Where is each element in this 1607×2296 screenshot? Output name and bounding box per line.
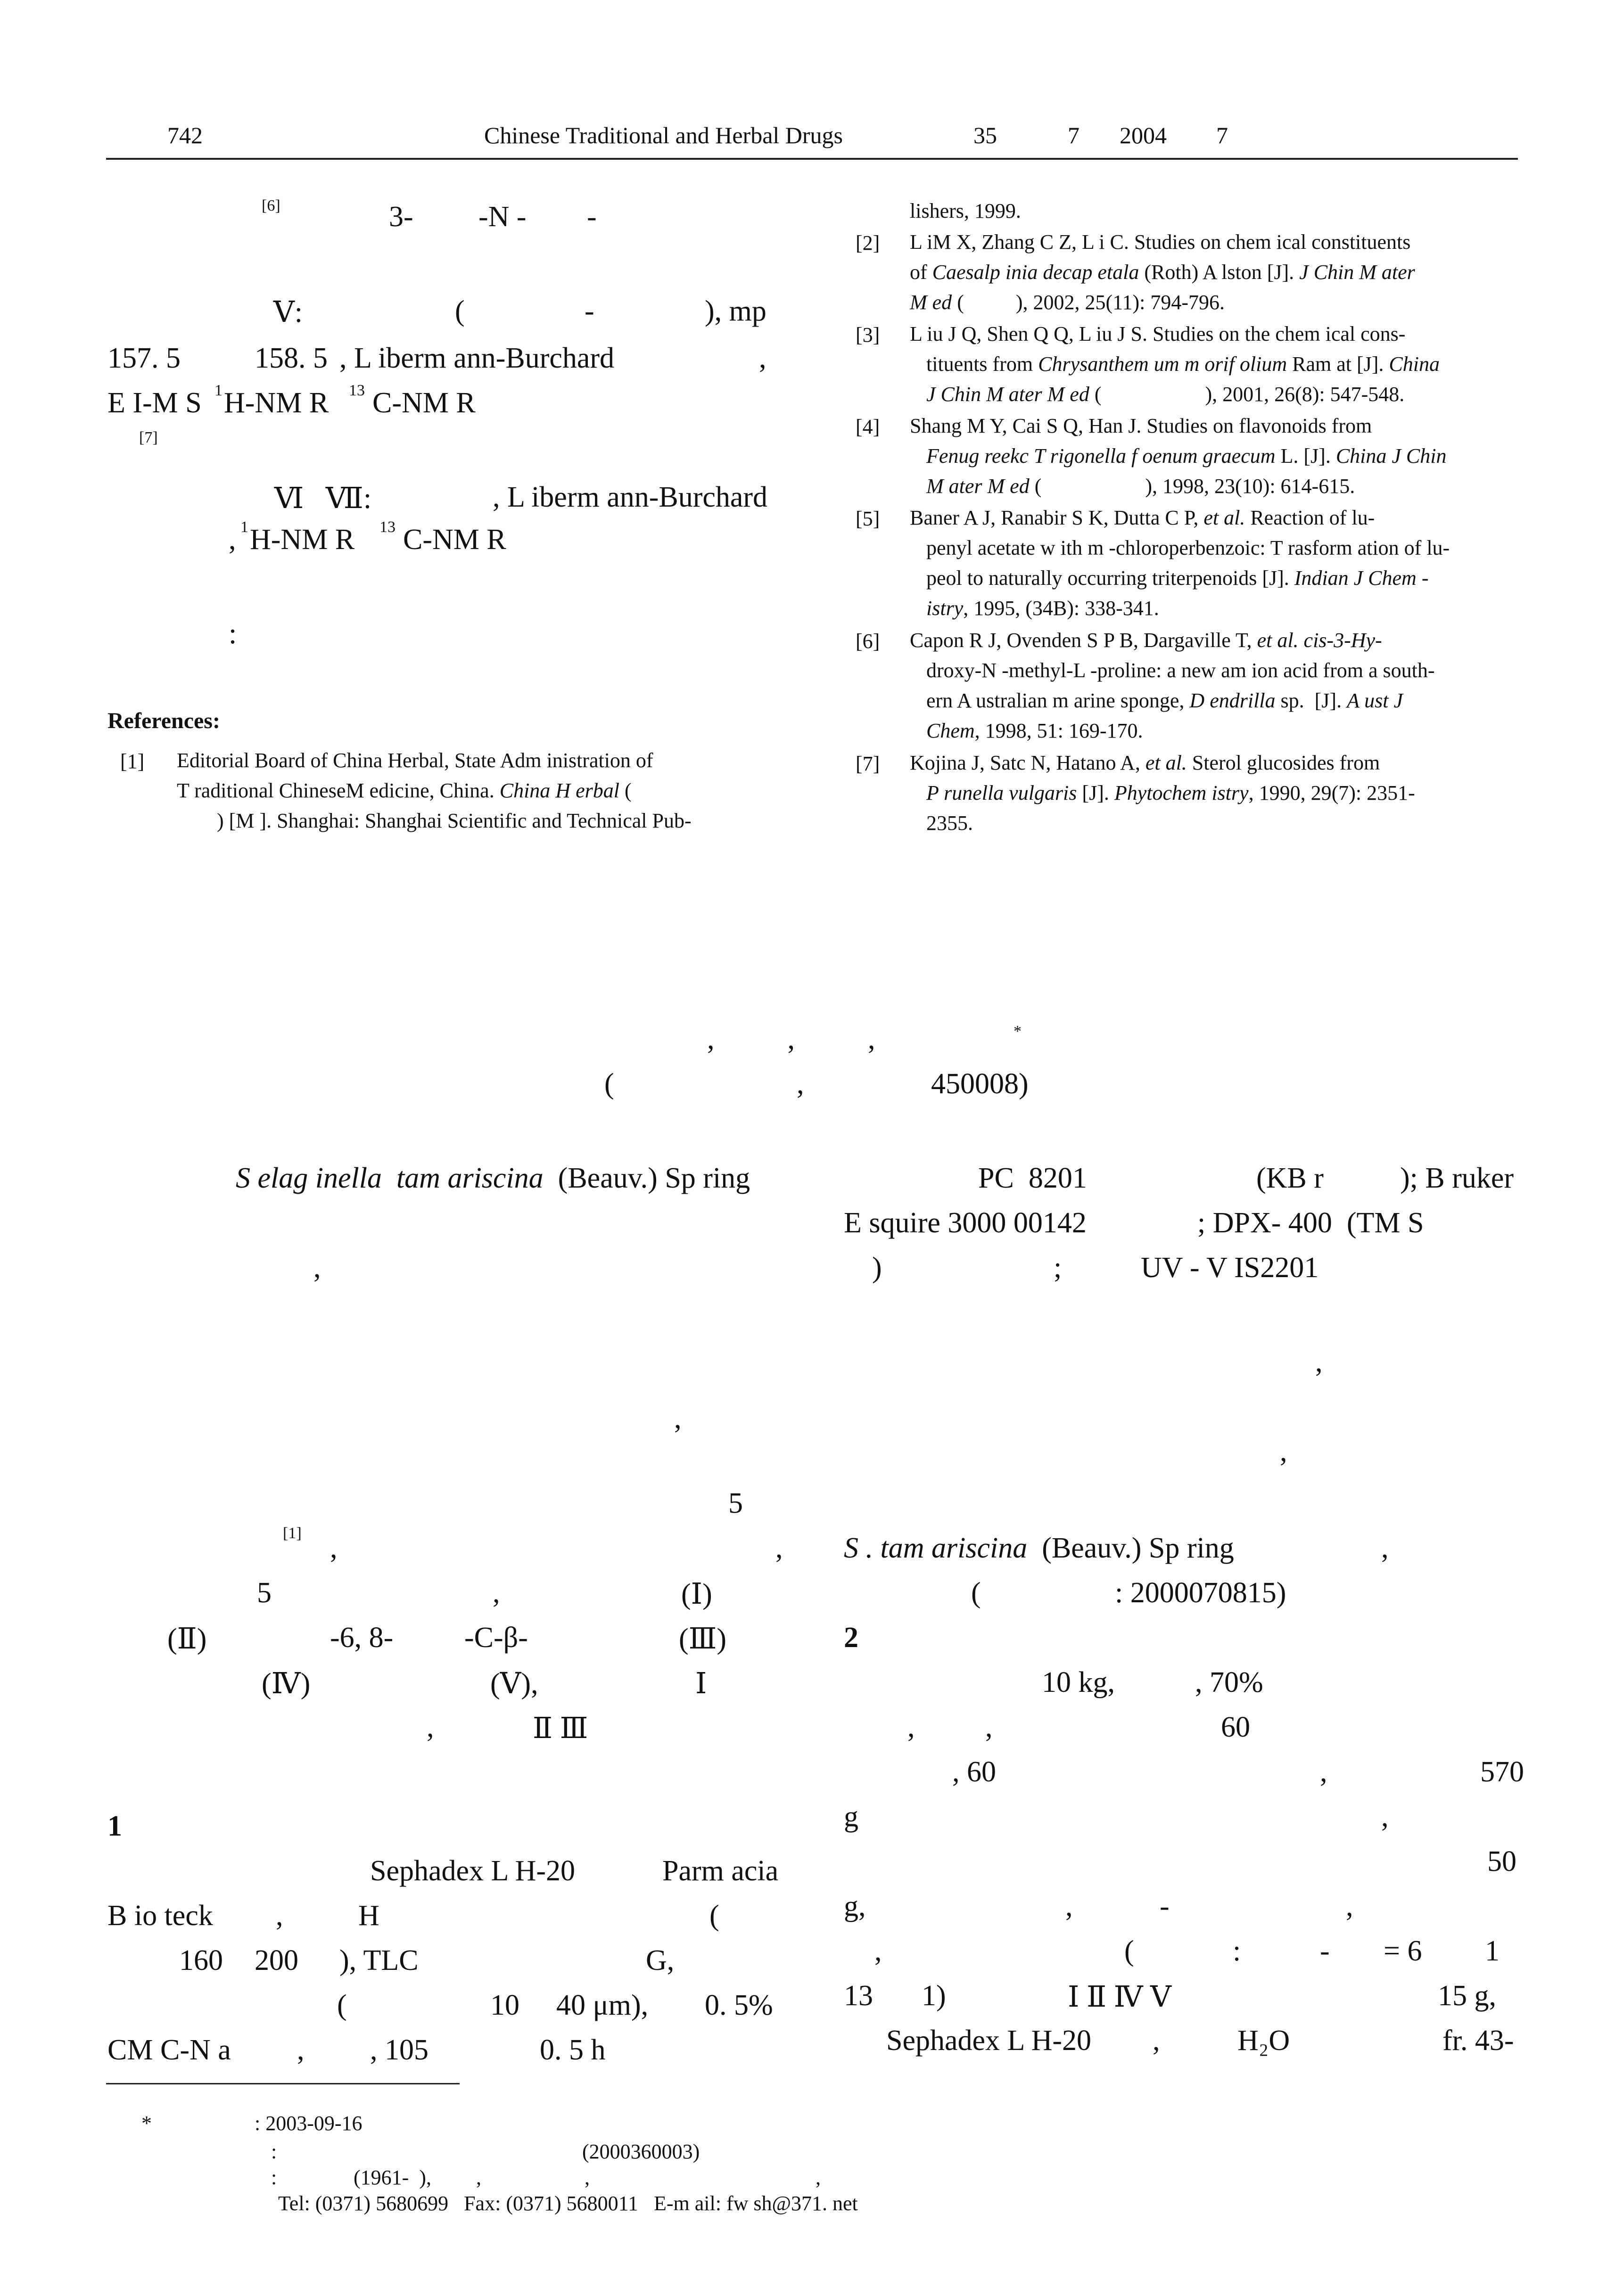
text-fragment: ( [709, 1900, 719, 1932]
author-list: , , , [707, 1023, 875, 1055]
ref-1-line: T raditional ChineseM edicine, China. China H erbal ( [177, 779, 632, 802]
footnote-text: , [476, 2166, 481, 2189]
text-fragment: ) [872, 1252, 882, 1284]
compound-label: Ⅵ Ⅶ: [274, 483, 372, 515]
footnote-text: , [585, 2166, 590, 2189]
text-fragment: 0. 5 h [540, 2034, 606, 2066]
text-fragment: C-NM R [403, 524, 506, 556]
text-fragment: : [1233, 1935, 1241, 1967]
text-fragment: , [775, 1532, 783, 1564]
text-fragment: , [759, 342, 766, 374]
text-fragment: E I-M S [107, 387, 202, 419]
text-fragment: E squire 3000 00142 [844, 1207, 1087, 1239]
text-fragment: , [1280, 1435, 1287, 1468]
ref-5-line: penyl acetate w ith m -chloroperbenzoic: T rasform ation of lu- [926, 536, 1450, 559]
text-fragment: -C-β- [464, 1622, 528, 1654]
ref-6-line: ern A ustralian m arine sponge, D endrilla sp. [J]. A ust J [926, 689, 1403, 712]
text-fragment: - [1160, 1890, 1170, 1922]
text-fragment: , [313, 1252, 321, 1284]
journal-year: 2004 [1120, 122, 1167, 148]
ref-number: [6] [856, 630, 880, 653]
text-fragment: 570 [1480, 1756, 1524, 1788]
text-fragment: H-NM R [224, 387, 329, 419]
ref-number: [4] [856, 415, 880, 438]
text-fragment: 1 [1485, 1935, 1500, 1967]
journal-volume: 35 [973, 122, 997, 148]
text-fragment: fr. 43- [1442, 2025, 1514, 2057]
ref-5-line: Baner A J, Ranabir S K, Dutta C P, et al. Reaction of lu- [910, 506, 1375, 529]
text-fragment: g [844, 1801, 858, 1833]
ref-2-line: of Caesalp inia decap etala (Roth) A lston [J]. J Chin M ater [910, 261, 1415, 284]
ref-7-line: 2355. [926, 812, 973, 835]
compound-label: (Ⅳ) [262, 1668, 311, 1700]
ref-3-line: tituents from Chrysanthem um m orif olium Ram at [J]. China [926, 353, 1440, 376]
text-fragment: Parm acia [662, 1855, 779, 1887]
text-fragment: 200 [255, 1944, 298, 1976]
text-fragment: ; [1054, 1252, 1062, 1284]
ref-7-line: Kojina J, Satc N, Hatano A, et al. Sterol glucosides from [910, 751, 1380, 774]
citation-mark: [1] [283, 1525, 302, 1542]
text-fragment: Sephadex L H-20 [886, 2025, 1092, 2057]
ref-4-line: M ater M ed ( ), 1998, 23(10): 614-615. [926, 475, 1355, 498]
section-heading: 1 [107, 1810, 122, 1842]
text-fragment: H [358, 1900, 379, 1932]
text-fragment: 157. 5 [107, 342, 181, 374]
text-fragment: , [493, 1577, 500, 1609]
footnote-mark: * [141, 2112, 152, 2135]
references-heading: References: [107, 708, 220, 733]
text-fragment: ( [971, 1577, 981, 1609]
footnote-rule [106, 2083, 460, 2084]
species-name: S elag inella tam ariscina (Beauv.) Sp ring [236, 1162, 750, 1194]
superscript: 13 [349, 382, 365, 399]
ref-6-line: Capon R J, Ovenden S P B, Dargaville T, et al. cis-3-Hy- [910, 629, 1382, 652]
ref-2-line: L iM X, Zhang C Z, L i C. Studies on chem ical constituents [910, 230, 1411, 254]
compound-label: Ⅱ Ⅲ [533, 1713, 588, 1745]
text-fragment: , [874, 1935, 882, 1967]
text-fragment: 0. 5% [705, 1989, 773, 2021]
text-fragment: , [1381, 1801, 1389, 1833]
text-fragment: (KB r [1256, 1162, 1324, 1194]
text-fragment: 1) [922, 1980, 946, 2012]
citation-mark: [7] [139, 429, 158, 446]
ref-1-line: lishers, 1999. [910, 199, 1021, 222]
compound-label: Ⅰ Ⅱ Ⅳ Ⅴ [1068, 1981, 1171, 2013]
voucher-number: : 2000070815) [1115, 1577, 1286, 1609]
species-name: S . tam ariscina (Beauv.) Sp ring [844, 1532, 1234, 1564]
author-footnote-mark: * [1014, 1023, 1022, 1040]
contact-info: Tel: (0371) 5680699 Fax: (0371) 5680011 E-m ail: fw sh@371. net [278, 2192, 858, 2215]
text-fragment: g, [844, 1890, 866, 1922]
text-fragment: 10 [490, 1989, 519, 2021]
compound-label: Ⅰ [695, 1668, 707, 1700]
text-fragment: , 60 [952, 1756, 996, 1788]
affiliation: , [797, 1068, 804, 1100]
text-fragment: PC 8201 [978, 1162, 1087, 1194]
ref-number: [1] [120, 750, 145, 773]
text-fragment: G, [646, 1944, 675, 1976]
text-fragment: ), mp [705, 295, 766, 327]
footnote-text: , [816, 2166, 821, 2189]
journal-issue: 7 [1068, 122, 1080, 148]
ref-number: [7] [856, 752, 880, 775]
text-fragment: , [1153, 2025, 1160, 2057]
superscript: 1 [214, 382, 223, 399]
text-fragment: , [330, 1532, 338, 1564]
text-fragment: , L iberm ann-Burchard [339, 342, 615, 374]
ref-1-line: ) [M ]. Shanghai: Shanghai Scientific and Technical Pub- [217, 809, 692, 832]
footnote-text: (1961- ), [354, 2166, 431, 2189]
text-fragment: UV - V IS2201 [1141, 1252, 1319, 1284]
superscript: 13 [379, 518, 396, 536]
text-fragment: - [587, 201, 597, 233]
ref-6-line: Chem, 1998, 51: 169-170. [926, 719, 1143, 742]
text-fragment: ; DPX- 400 (TM S [1197, 1207, 1424, 1239]
text-fragment: H-NM R [250, 524, 355, 556]
text-fragment: , [427, 1711, 434, 1743]
text-fragment: 13 [844, 1980, 873, 2012]
text-fragment: - [1320, 1935, 1330, 1967]
compound-label: (Ⅰ) [681, 1578, 712, 1610]
grant-number: (2000360003) [582, 2140, 700, 2163]
compound-label: (Ⅲ) [679, 1623, 727, 1655]
text-fragment: , L iberm ann-Burchard [493, 481, 768, 513]
ref-number: [5] [856, 507, 880, 530]
ref-1-line: Editorial Board of China Herbal, State Adm inistration of [177, 749, 653, 772]
text-fragment: : [229, 618, 237, 650]
text-fragment: -6, 8- [330, 1622, 394, 1654]
text-fragment: , [276, 1900, 283, 1932]
text-fragment: H₂O [1237, 2025, 1290, 2057]
text-fragment: , [1381, 1532, 1389, 1564]
text-fragment: 50 [1487, 1845, 1516, 1878]
text-fragment: 160 [179, 1944, 223, 1976]
compound-label: (Ⅱ) [167, 1623, 207, 1655]
ref-number: [3] [856, 323, 880, 346]
section-heading: 2 [844, 1622, 858, 1654]
superscript: 1 [240, 518, 248, 536]
text-fragment: 5 [728, 1487, 743, 1519]
ref-6-line: droxy-N -methyl-L -proline: a new am ion acid from a south- [926, 659, 1435, 682]
text-fragment: 5 [257, 1577, 272, 1609]
text-fragment: 3- [389, 201, 413, 233]
journal-title: Chinese Traditional and Herbal Drugs [484, 122, 843, 148]
text-fragment: ( [1124, 1935, 1134, 1967]
received-date: : 2003-09-16 [255, 2112, 363, 2135]
text-fragment: , 105 [370, 2034, 429, 2066]
journal-month: 7 [1216, 122, 1228, 148]
text-fragment: ( [455, 295, 465, 327]
ref-5-line: istry, 1995, (34B): 338-341. [926, 597, 1159, 620]
postal-code: 450008) [931, 1068, 1029, 1100]
text-fragment: , [297, 2034, 305, 2066]
page-number: 742 [167, 122, 203, 148]
header-rule [106, 158, 1518, 160]
text-fragment: 10 kg, [1042, 1666, 1115, 1698]
ref-2-line: M ed ( ), 2002, 25(11): 794-796. [910, 291, 1225, 314]
text-fragment: , [1346, 1890, 1353, 1922]
text-fragment: C-NM R [372, 387, 476, 419]
footnote-text: : [271, 2166, 277, 2189]
compound-label: Ⅴ: [273, 296, 303, 328]
text-fragment: , [1320, 1756, 1327, 1788]
citation-mark: [6] [262, 197, 280, 214]
ref-7-line: P runella vulgaris [J]. Phytochem istry, 1990, 29(7): 2351- [926, 781, 1415, 804]
compound-label: (Ⅴ), [490, 1668, 538, 1700]
text-fragment: , [907, 1711, 915, 1743]
text-fragment: ( [337, 1989, 347, 2021]
text-fragment: CM C-N a [107, 2034, 231, 2066]
text-fragment: ), TLC [339, 1944, 419, 1976]
ref-3-line: L iu J Q, Shen Q Q, L iu J S. Studies on the chem ical cons- [910, 322, 1406, 345]
text-fragment: , [229, 524, 236, 556]
ref-4-line: Shang M Y, Cai S Q, Han J. Studies on flavonoids from [910, 414, 1372, 437]
text-fragment: , [1315, 1346, 1323, 1378]
affiliation: ( [604, 1068, 614, 1100]
text-fragment: Sephadex L H-20 [370, 1855, 576, 1887]
text-fragment: , [1065, 1890, 1073, 1922]
text-fragment: 40 μm), [556, 1989, 649, 2021]
ref-number: [2] [856, 231, 880, 254]
text-fragment: 60 [1221, 1711, 1250, 1743]
text-fragment: , [674, 1402, 682, 1435]
ref-3-line: J Chin M ater M ed ( ), 2001, 26(8): 547-548. [926, 383, 1405, 406]
text-fragment: ); B ruker [1400, 1162, 1514, 1194]
ref-5-line: peol to naturally occurring triterpenoids [J]. Indian J Chem - [926, 566, 1429, 590]
ref-4-line: Fenug reekc T rigonella f oenum graecum L. [J]. China J Chin [926, 444, 1447, 467]
text-fragment: 158. 5 [255, 342, 328, 374]
footnote-text: : [271, 2140, 277, 2163]
text-fragment: 15 g, [1438, 1980, 1496, 2012]
text-fragment: - [585, 295, 594, 327]
text-fragment: -N - [478, 201, 527, 233]
text-fragment: , 70% [1195, 1666, 1263, 1698]
text-fragment: , [985, 1711, 993, 1743]
text-fragment: = 6 [1384, 1935, 1422, 1967]
text-fragment: B io teck [107, 1900, 213, 1932]
